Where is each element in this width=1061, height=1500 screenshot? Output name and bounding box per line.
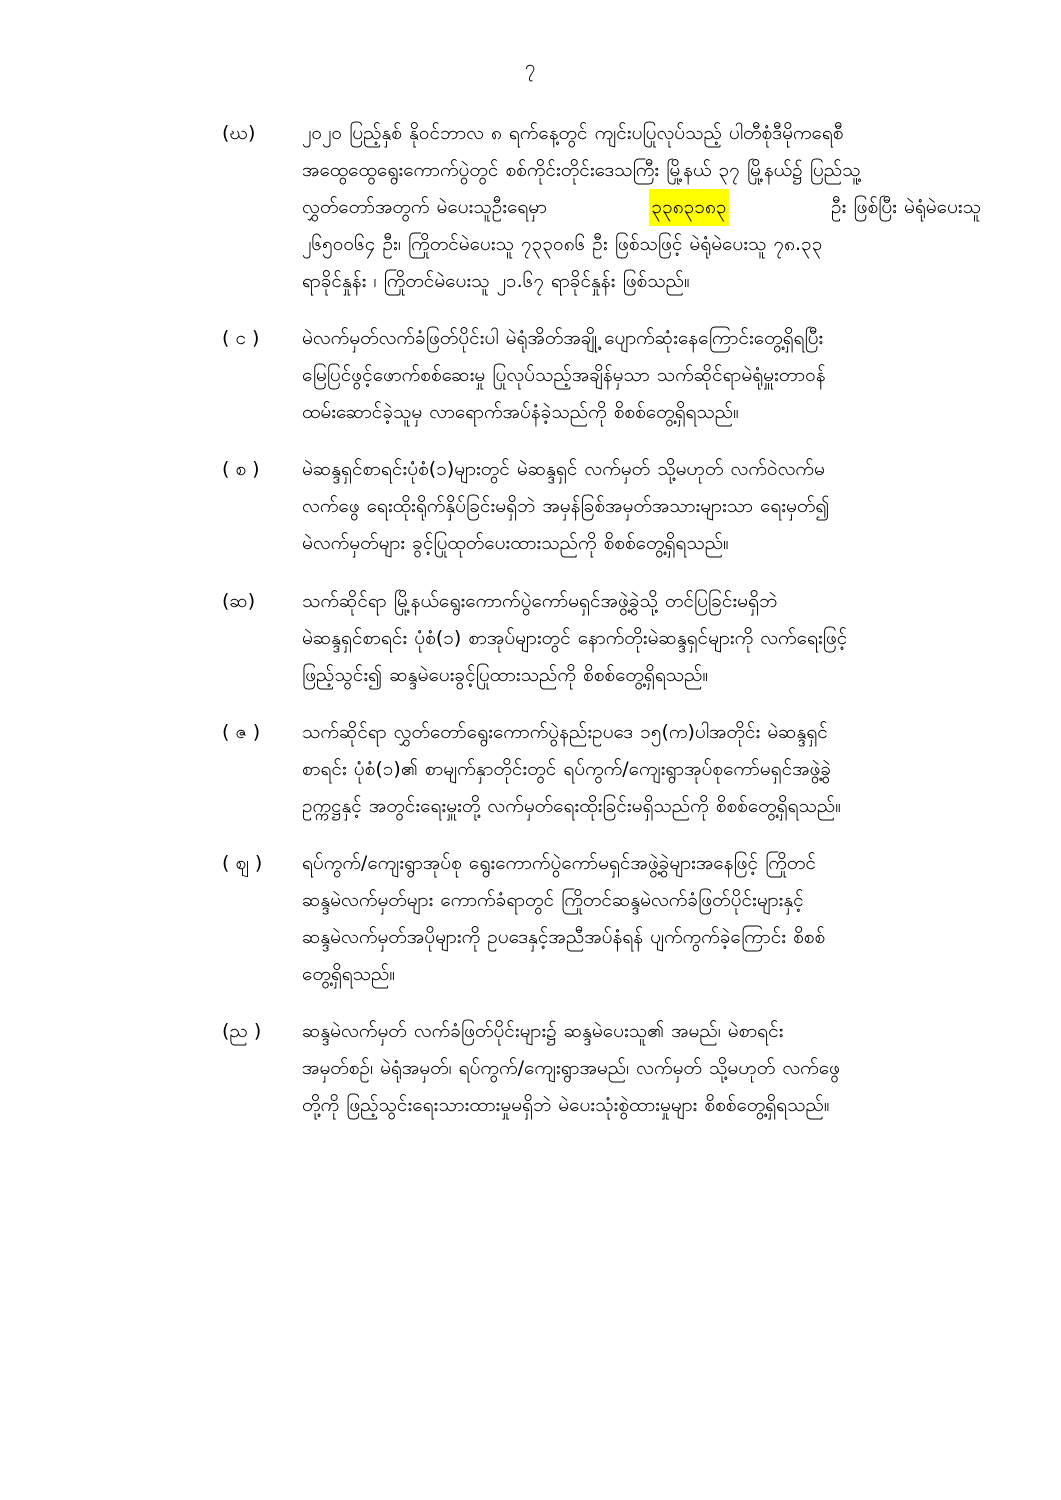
paragraph-line xyxy=(302,751,981,788)
paragraph-line xyxy=(302,226,981,263)
paragraph-marker: ( ဈ ) xyxy=(222,851,263,874)
paragraph-text xyxy=(302,115,981,300)
paragraph-line xyxy=(302,525,981,562)
text-segment: ရာခိုင်နှုန်း ၊ ကြိုတင်မဲပေးသူ ၂၁.၆၇ ရာခိုင်နှုန်း ဖြစ်သည်။ xyxy=(302,270,690,293)
paragraph-line xyxy=(302,357,981,394)
paragraph-line xyxy=(302,788,981,825)
paragraph-line xyxy=(302,620,981,657)
text-segment: ဆန္ဒမဲလက်မှတ် လက်ခံဖြတ်ပိုင်းများ၌ ဆန္ဒမဲပေးသူ၏ အမည်၊ မဲစာရင်း xyxy=(302,1019,784,1042)
text-segment: လက်ဖွေ ရေးထိုးရိုက်နှိပ်ခြင်းမရှိဘဲ အမှန်ခြစ်အမှတ်အသားများသာ ရေးမှတ်၍ xyxy=(302,495,830,518)
text-segment: ဥက္ကဋ္ဌနှင့် အတွင်းရေးမှူးတို့ လက်မှတ်ရေးထိုးခြင်းမရှိသည်ကို စိစစ်တွေ့ရှိရသည်။ xyxy=(302,794,841,817)
paragraph-line xyxy=(302,1013,981,1050)
paragraph-line xyxy=(302,394,981,431)
paragraph-marker: ( စ ) xyxy=(222,458,260,481)
text-segment: တွေ့ရှိရသည်။ xyxy=(302,962,396,985)
paragraph-line xyxy=(302,882,981,919)
text-segment: တို့ကို ဖြည့်သွင်းရေးသားထားမှုမရှိဘဲ မဲပေးသုံးစွဲထားမှုများ စိစစ်တွေ့ရှိရသည်။ xyxy=(302,1094,830,1117)
text-segment: ဦး ဖြစ်ပြီး မဲရုံမဲပေးသူ xyxy=(831,196,981,219)
text-segment: ဖြည့်သွင်း၍ ဆန္ဒမဲပေးခွင့်ပြုထားသည်ကို စိစစ်တွေ့ရှိရသည်။ xyxy=(302,663,709,686)
text-segment: မြေပြင်ဖွင့်ဖောက်စစ်ဆေးမှု ပြုလုပ်သည့်အချိန်မှသာ သက်ဆိုင်ရာမဲရုံမှူးတာဝန် xyxy=(302,364,826,387)
paragraph-line xyxy=(302,919,981,956)
paragraph-line xyxy=(302,657,981,694)
paragraph-text xyxy=(302,714,981,825)
paragraph-text xyxy=(302,583,981,694)
paragraph-line xyxy=(302,451,981,488)
paragraph-line xyxy=(302,488,981,525)
highlighted-figure: ၃၃၈၃၁၈၃ xyxy=(649,189,728,226)
paragraph-line xyxy=(302,152,981,189)
text-segment: ထမ်းဆောင်ခဲ့သူမှ လာရောက်အပ်နံခဲ့သည်ကို စိစစ်တွေ့ရှိရသည်။ xyxy=(302,401,739,424)
text-segment: ရပ်ကွက်/ကျေးရွာအုပ်စု ရွေးကောက်ပွဲကော်မရှင်အဖွဲ့ခွဲများအနေဖြင့် ကြိုတင် xyxy=(302,851,816,874)
paragraph-marker: ( င ) xyxy=(222,327,260,350)
paragraph-line xyxy=(302,320,981,357)
text-segment: မဲဆန္ဒရှင်စာရင်း ပုံစံ(၁) စာအုပ်များတွင် နောက်တိုးမဲဆန္ဒရှင်များကို လက်ရေးဖြင့် xyxy=(302,626,848,649)
paragraph-line xyxy=(302,583,981,620)
text-segment: မဲလက်မှတ်များ ခွင့်ပြုထုတ်ပေးထားသည်ကို စိစစ်တွေ့ရှိရသည်။ xyxy=(302,532,729,555)
document-paragraph xyxy=(222,451,981,562)
text-segment: အမှတ်စဉ်၊ မဲရုံအမှတ်၊ ရပ်ကွက်/ကျေးရွာအမည်၊ လက်မှတ် သို့မဟုတ် လက်ဖွေ xyxy=(302,1057,840,1080)
text-segment: မဲဆန္ဒရှင်စာရင်းပုံစံ(၁)များတွင် မဲဆန္ဒရှင် လက်မှတ် သို့မဟုတ် လက်ဝဲလက်မ xyxy=(302,458,825,481)
paragraph-line xyxy=(302,1050,981,1087)
paragraph-marker: ( ဇ ) xyxy=(222,720,261,743)
page-number: ၇ xyxy=(524,56,537,78)
paragraph-line xyxy=(302,263,981,300)
text-segment: စာရင်း ပုံစံ(၁)၏ စာမျက်နှာတိုင်းတွင် ရပ်ကွက်/ကျေးရွာအုပ်စုကော်မရှင်အဖွဲ့ခွဲ xyxy=(302,757,832,780)
text-segment: အထွေထွေရွေးကောက်ပွဲတွင် စစ်ကိုင်းတိုင်းဒေသကြီး မြို့နယ် ၃၇ မြို့နယ်၌ ပြည်သူ့ xyxy=(302,159,861,182)
paragraph-text xyxy=(302,1013,981,1124)
paragraph-marker: (ဆ) xyxy=(222,589,256,612)
paragraph-line xyxy=(302,115,981,152)
paragraph-line xyxy=(302,714,981,751)
paragraph-line xyxy=(302,189,981,226)
paragraph-text xyxy=(302,845,981,993)
text-segment: မဲလက်မှတ်လက်ခံဖြတ်ပိုင်းပါ မဲရုံအိတ်အချို့ ပျောက်ဆုံးနေကြောင်းတွေ့ရှိရပြီး xyxy=(302,327,824,350)
document-paragraph xyxy=(222,1013,981,1124)
paragraph-line xyxy=(302,845,981,882)
paragraph-text xyxy=(302,320,981,431)
paragraph-text xyxy=(302,451,981,562)
text-segment: ဆန္ဒမဲလက်မှတ်အပိုများကို ဥပဒေနှင့်အညီအပ်နံရန် ပျက်ကွက်ခဲ့ကြောင်း စိစစ် xyxy=(302,925,826,948)
document-paragraph xyxy=(222,115,981,300)
text-segment: ၂၆၅၀၀၆၄ ဦး၊ ကြိုတင်မဲပေးသူ ၇၃၃၀၈၆ ဦး ဖြစ်သဖြင့် မဲရုံမဲပေးသူ ၇၈.၃၃ xyxy=(302,233,823,256)
document-paragraph xyxy=(222,583,981,694)
document-paragraph xyxy=(222,320,981,431)
text-segment: သက်ဆိုင်ရာ မြို့နယ်ရွေးကောက်ပွဲကော်မရှင်အဖွဲ့ခွဲသို့ တင်ပြခြင်းမရှိဘဲ xyxy=(302,589,778,612)
paragraph-marker: (ဃ) xyxy=(222,122,256,144)
text-segment: လွှတ်တော်အတွက် မဲပေးသူဦးရေမှာ xyxy=(302,196,547,219)
document-paragraph xyxy=(222,714,981,825)
text-segment: သက်ဆိုင်ရာ လွှတ်တော်ရွေးကောက်ပွဲနည်းဥပဒေ ၁၅(က)ပါအတိုင်း မဲဆန္ဒရှင် xyxy=(302,720,828,743)
text-segment: ဆန္ဒမဲလက်မှတ်များ ကောက်ခံရာတွင် ကြိုတင်ဆန္ဒမဲလက်ခံဖြတ်ပိုင်းများနှင့် xyxy=(302,888,804,911)
paragraph-line xyxy=(302,1087,981,1124)
document-paragraph xyxy=(222,845,981,993)
paragraph-line xyxy=(302,956,981,993)
document-body xyxy=(0,115,1061,1124)
paragraph-marker: (ည ) xyxy=(222,1019,262,1042)
text-segment: ၂၀၂၀ ပြည့်နှစ် နိုဝင်ဘာလ ၈ ရက်နေ့တွင် ကျင်းပပြုလုပ်သည့် ပါတီစုံဒီမိုကရေစီ xyxy=(302,122,844,144)
